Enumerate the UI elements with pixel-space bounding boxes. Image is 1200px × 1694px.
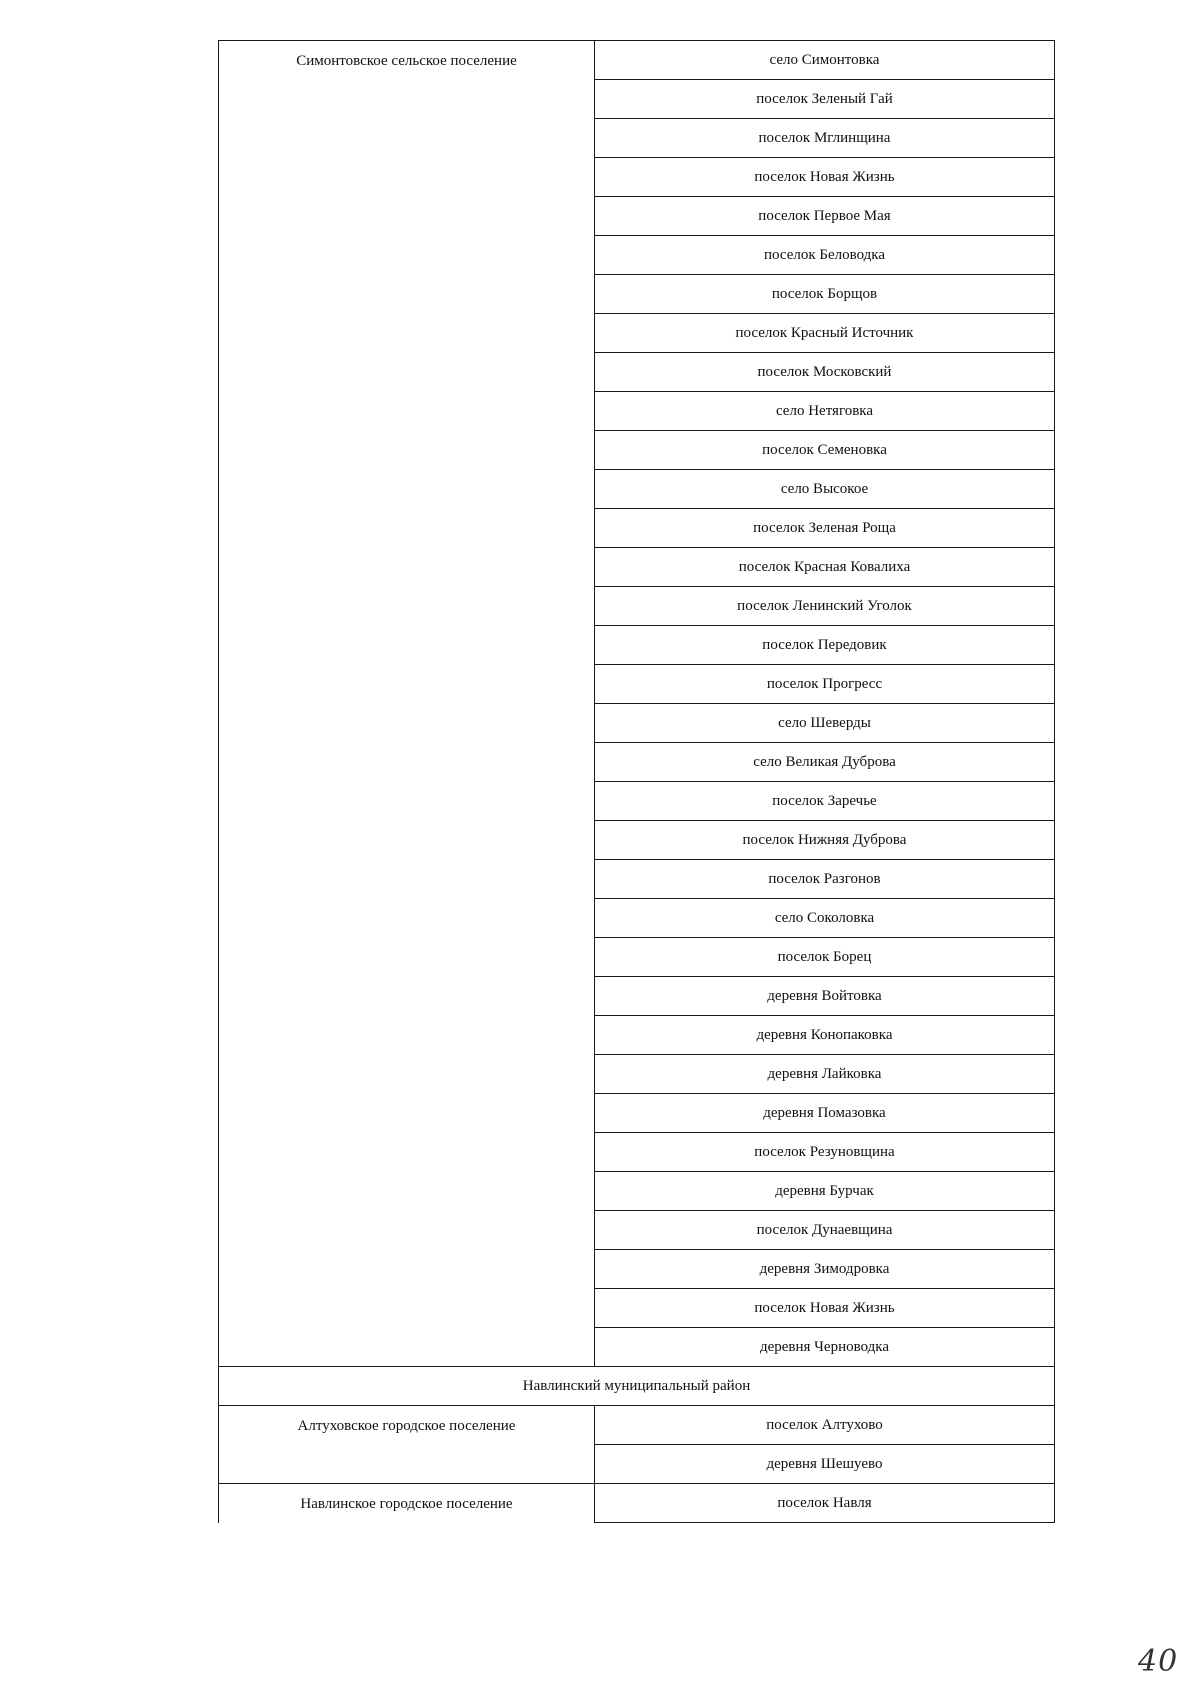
- settlement-name: деревня Зимодровка: [595, 1250, 1055, 1289]
- settlements-table: [218, 40, 1055, 1523]
- settlement-name: поселок Новая Жизнь: [595, 158, 1055, 197]
- settlement-name: деревня Конопаковка: [595, 1016, 1055, 1055]
- settlement-name: село Соколовка: [595, 899, 1055, 938]
- settlement-name: поселок Борщов: [595, 275, 1055, 314]
- settlement-name: деревня Войтовка: [595, 977, 1055, 1016]
- municipality-name: Симонтовское сельское поселение: [219, 41, 595, 1367]
- settlement-name: поселок Мглинщина: [595, 119, 1055, 158]
- settlement-name: поселок Навля: [595, 1484, 1055, 1523]
- municipality-name: Навлинское городское поселение: [219, 1484, 595, 1523]
- settlement-name: поселок Алтухово: [595, 1406, 1055, 1445]
- settlement-name: деревня Лайковка: [595, 1055, 1055, 1094]
- settlement-name: поселок Ленинский Уголок: [595, 587, 1055, 626]
- region-name: Навлинский муниципальный район: [219, 1367, 1055, 1406]
- region-row: [219, 1367, 1055, 1406]
- settlement-name: поселок Нижняя Дуброва: [595, 821, 1055, 860]
- settlement-name: поселок Борец: [595, 938, 1055, 977]
- settlements-table-body: [219, 41, 1055, 1523]
- settlement-row: [219, 1484, 1055, 1523]
- settlement-name: село Шеверды: [595, 704, 1055, 743]
- settlement-name: деревня Черноводка: [595, 1328, 1055, 1367]
- settlement-name: поселок Новая Жизнь: [595, 1289, 1055, 1328]
- settlement-name: поселок Красный Источник: [595, 314, 1055, 353]
- settlement-name: деревня Помазовка: [595, 1094, 1055, 1133]
- page-number: 40: [1138, 1644, 1179, 1679]
- settlement-name: село Нетяговка: [595, 392, 1055, 431]
- settlement-name: село Великая Дуброва: [595, 743, 1055, 782]
- settlement-name: поселок Прогресс: [595, 665, 1055, 704]
- settlement-name: поселок Дунаевщина: [595, 1211, 1055, 1250]
- settlement-name: поселок Зеленая Роща: [595, 509, 1055, 548]
- settlement-name: поселок Передовик: [595, 626, 1055, 665]
- settlement-name: поселок Разгонов: [595, 860, 1055, 899]
- settlement-name: деревня Бурчак: [595, 1172, 1055, 1211]
- settlement-name: поселок Беловодка: [595, 236, 1055, 275]
- settlement-name: село Симонтовка: [595, 41, 1055, 80]
- settlement-name: поселок Заречье: [595, 782, 1055, 821]
- settlement-name: деревня Шешуево: [595, 1445, 1055, 1484]
- settlement-row: [219, 41, 1055, 80]
- settlement-name: поселок Московский: [595, 353, 1055, 392]
- settlement-name: поселок Резуновщина: [595, 1133, 1055, 1172]
- settlement-name: поселок Семеновка: [595, 431, 1055, 470]
- settlement-name: поселок Первое Мая: [595, 197, 1055, 236]
- municipality-name: Алтуховское городское поселение: [219, 1406, 595, 1484]
- settlement-name: поселок Зеленый Гай: [595, 80, 1055, 119]
- settlement-row: [219, 1406, 1055, 1445]
- settlement-name: поселок Красная Ковалиха: [595, 548, 1055, 587]
- settlement-name: село Высокое: [595, 470, 1055, 509]
